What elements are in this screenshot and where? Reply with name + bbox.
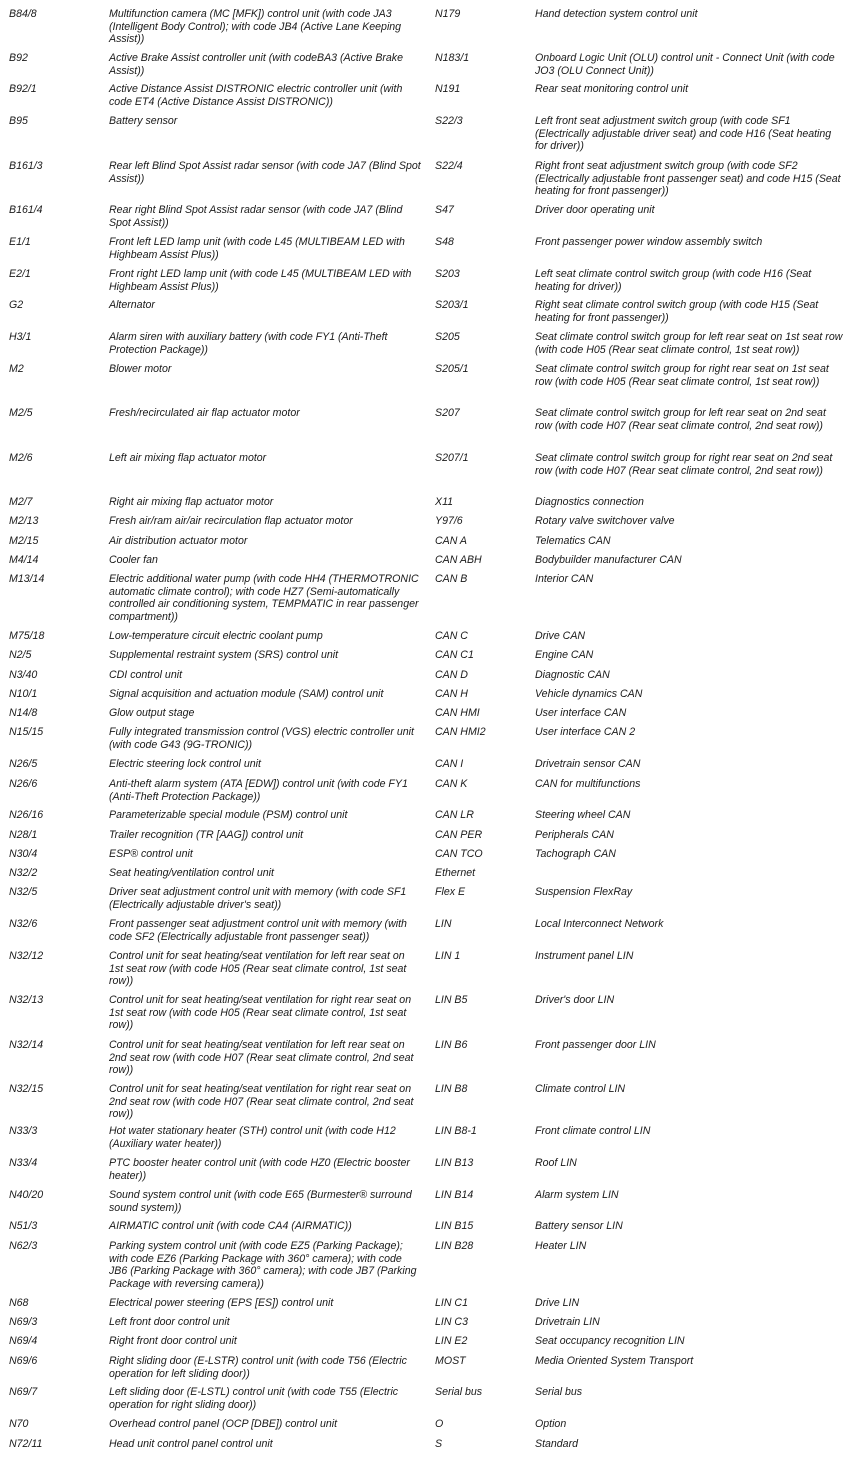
legend-code: N62/3 (9, 1240, 38, 1252)
legend-code: M2/6 (9, 452, 33, 464)
legend-code: E2/1 (9, 268, 31, 280)
legend-description: Standard (535, 1438, 578, 1450)
legend-code: B95 (9, 115, 28, 127)
legend-description: Parking system control unit (with code EZ5 (Parking Package); with code EZ6 (Parking Package with 360° camera); with code JB6 (Parking Package with 360° camera); with code JB7 (Parking Package with reversing camera)) (109, 1240, 417, 1290)
legend-code: S205 (435, 331, 460, 343)
legend-code: N40/20 (9, 1189, 44, 1201)
legend-code: N51/3 (9, 1220, 38, 1232)
legend-description: Blower motor (109, 363, 172, 375)
legend-code: N183/1 (435, 52, 470, 64)
legend-code: Flex E (435, 886, 466, 898)
legend-code: CAN ABH (435, 554, 482, 566)
legend-code: LIN 1 (435, 950, 461, 962)
legend-code: S207 (435, 407, 460, 419)
legend-description: Rotary valve switchover valve (535, 515, 675, 527)
legend-code: S22/4 (435, 160, 463, 172)
legend-description: Rear left Blind Spot Assist radar sensor (with code JA7 (Blind Spot Assist)) (109, 160, 421, 185)
legend-code: CAN D (435, 669, 468, 681)
legend-code: CAN C (435, 630, 468, 642)
legend-code: LIN E2 (435, 1335, 468, 1347)
legend-code: N30/4 (9, 848, 38, 860)
legend-code: LIN B8-1 (435, 1125, 477, 1137)
legend-description: Fresh/recirculated air flap actuator motor (109, 407, 300, 419)
legend-description: Front climate control LIN (535, 1125, 651, 1137)
legend-description: Heater LIN (535, 1240, 587, 1252)
legend-code: N32/14 (9, 1039, 44, 1051)
legend-description: Trailer recognition (TR [AAG]) control unit (109, 829, 304, 841)
legend-code: N32/5 (9, 886, 38, 898)
legend-description: User interface CAN (535, 707, 627, 719)
legend-description: Left air mixing flap actuator motor (109, 452, 267, 464)
legend-code: M13/14 (9, 573, 45, 585)
legend-code: CAN LR (435, 809, 474, 821)
legend-description: Instrument panel LIN (535, 950, 634, 962)
legend-description: Front passenger power window assembly switch (535, 236, 763, 248)
legend-code: S203/1 (435, 299, 469, 311)
legend-description: Electrical power steering (EPS [ES]) control unit (109, 1297, 334, 1309)
legend-code: N26/5 (9, 758, 38, 770)
legend-description: Seat climate control switch group for right rear seat on 2nd seat row (with code H07 (Rear seat climate control, 2nd seat row)) (535, 452, 833, 477)
legend-description: Diagnostic CAN (535, 669, 610, 681)
legend-description: Front right LED lamp unit (with code L45 (MULTIBEAM LED with Highbeam Assist Plus)) (109, 268, 412, 293)
legend-description: Left front seat adjustment switch group (with code SF1 (Electrically adjustable driver seat) and code H16 (Seat heating for driver)) (535, 115, 832, 153)
legend-code: N32/6 (9, 918, 38, 930)
legend-description: Glow output stage (109, 707, 195, 719)
legend-code: N10/1 (9, 688, 38, 700)
legend-description: Control unit for seat heating/seat ventilation for left rear seat on 2nd seat row (with code H07 (Rear seat climate control, 2nd seat row)) (109, 1039, 414, 1077)
legend-code: X11 (435, 496, 454, 508)
legend-code: N69/4 (9, 1335, 38, 1347)
legend-description: PTC booster heater control unit (with code HZ0 (Electric booster heater)) (109, 1157, 410, 1182)
legend-description: Control unit for seat heating/seat ventilation for right rear seat on 1st seat row (with code H05 (Rear seat climate control, 1st seat row)) (109, 994, 412, 1032)
legend-description: ESP® control unit (109, 848, 193, 860)
legend-description: Onboard Logic Unit (OLU) control unit - Connect Unit (with code JO3 (OLU Connect Unit)) (535, 52, 835, 77)
legend-code: N72/11 (9, 1438, 43, 1450)
legend-description: Air distribution actuator motor (109, 535, 248, 547)
legend-description: Overhead control panel (OCP [DBE]) control unit (109, 1418, 338, 1430)
legend-description: Hot water stationary heater (STH) control unit (with code H12 (Auxiliary water heater)) (109, 1125, 396, 1150)
legend-code: Y97/6 (435, 515, 463, 527)
legend-description: Interior CAN (535, 573, 594, 585)
legend-code: H3/1 (9, 331, 32, 343)
legend-code: N191 (435, 83, 461, 95)
legend-code: B161/3 (9, 160, 43, 172)
legend-description: Battery sensor (109, 115, 178, 127)
legend-description: Head unit control panel control unit (109, 1438, 273, 1450)
legend-code: S48 (435, 236, 454, 248)
legend-description: Drive LIN (535, 1297, 580, 1309)
legend-code: N3/40 (9, 669, 38, 681)
legend-code: N32/15 (9, 1083, 44, 1095)
legend-description: Roof LIN (535, 1157, 577, 1169)
legend-code: B161/4 (9, 204, 43, 216)
legend-description: Control unit for seat heating/seat ventilation for left rear seat on 1st seat row (with code H05 (Rear seat climate control, 1st seat row)) (109, 950, 407, 988)
legend-code: N32/2 (9, 867, 38, 879)
legend-description: Driver door operating unit (535, 204, 655, 216)
legend-description: Fully integrated transmission control (VGS) electric controller unit (with code G43 (9G-TRONIC)) (109, 726, 414, 751)
legend-description: Battery sensor LIN (535, 1220, 623, 1232)
legend-description: Right front seat adjustment switch group (with code SF2 (Electrically adjustable front passenger seat) and code H15 (Seat heating for front passenger)) (535, 160, 841, 198)
legend-code: S47 (435, 204, 454, 216)
legend-code: S203 (435, 268, 460, 280)
legend-description: Fresh air/ram air/air recirculation flap actuator motor (109, 515, 353, 527)
legend-description: Signal acquisition and actuation module (SAM) control unit (109, 688, 384, 700)
legend-code: N15/15 (9, 726, 44, 738)
legend-description: Right sliding door (E-LSTR) control unit (with code T56 (Electric operation for left sliding door)) (109, 1355, 407, 1380)
legend-description: Right front door control unit (109, 1335, 237, 1347)
legend-code: LIN (435, 918, 452, 930)
legend-description: Media Oriented System Transport (535, 1355, 694, 1367)
legend-code: M75/18 (9, 630, 45, 642)
legend-description: Serial bus (535, 1386, 583, 1398)
legend-description: Rear seat monitoring control unit (535, 83, 689, 95)
legend-code: CAN PER (435, 829, 483, 841)
legend-description: Alarm siren with auxiliary battery (with code FY1 (Anti-Theft Protection Package)) (109, 331, 388, 356)
legend-code: Ethernet (435, 867, 476, 879)
legend-code: LIN B13 (435, 1157, 474, 1169)
legend-description: Front left LED lamp unit (with code L45 (MULTIBEAM LED with Highbeam Assist Plus)) (109, 236, 405, 261)
legend-description: Drivetrain sensor CAN (535, 758, 641, 770)
legend-description: Suspension FlexRay (535, 886, 633, 898)
legend-code: N70 (9, 1418, 29, 1430)
legend-description: Seat climate control switch group for left rear seat on 2nd seat row (with code H07 (Rear seat climate control, 2nd seat row)) (535, 407, 826, 432)
legend-description: User interface CAN 2 (535, 726, 636, 738)
legend-description: CAN for multifunctions (535, 778, 641, 790)
legend-description: Parameterizable special module (PSM) control unit (109, 809, 348, 821)
legend-description: Vehicle dynamics CAN (535, 688, 643, 700)
legend-description: Active Brake Assist controller unit (with codeBA3 (Active Brake Assist)) (109, 52, 403, 77)
legend-description: Cooler fan (109, 554, 158, 566)
legend-code: CAN TCO (435, 848, 483, 860)
legend-description: Driver's door LIN (535, 994, 615, 1006)
legend-code: LIN C3 (435, 1316, 468, 1328)
legend-code: S22/3 (435, 115, 463, 127)
legend-description: Right seat climate control switch group (with code H15 (Seat heating for front passenger)) (535, 299, 819, 324)
legend-description: Climate control LIN (535, 1083, 626, 1095)
legend-description: Tachograph CAN (535, 848, 616, 860)
legend-description: CDI control unit (109, 669, 183, 681)
legend-description: Engine CAN (535, 649, 594, 661)
legend-description: Multifunction camera (MC [MFK]) control unit (with code JA3 (Intelligent Body Control); with code JB4 (Active Lane Keeping Assist)) (109, 8, 402, 46)
legend-description: Peripherals CAN (535, 829, 614, 841)
legend-code: N14/8 (9, 707, 38, 719)
legend-code: N32/12 (9, 950, 44, 962)
legend-code: Serial bus (435, 1386, 483, 1398)
legend-code: CAN K (435, 778, 468, 790)
legend-description: Driver seat adjustment control unit with memory (with code SF1 (Electrically adjustable driver's seat)) (109, 886, 407, 911)
legend-description: Electric additional water pump (with code HH4 (THERMOTRONIC automatic climate control); with code HZ7 (Semi-automatically controlled air conditioning system, TEMPMATIC in rear passenger compartment)) (109, 573, 419, 623)
legend-description: Drive CAN (535, 630, 586, 642)
legend-code: B92 (9, 52, 28, 64)
legend-description: Seat climate control switch group for right rear seat on 1st seat row (with code H05 (Rear seat climate control, 1st seat row)) (535, 363, 829, 388)
legend-code: CAN B (435, 573, 468, 585)
legend-description: Sound system control unit (with code E65 (Burmester® surround sound system)) (109, 1189, 412, 1214)
legend-code: N26/16 (9, 809, 44, 821)
legend-code: N69/7 (9, 1386, 38, 1398)
legend-code: CAN C1 (435, 649, 474, 661)
legend-code: N69/6 (9, 1355, 38, 1367)
legend-code: N68 (9, 1297, 29, 1309)
legend-description: Rear right Blind Spot Assist radar sensor (with code JA7 (Blind Spot Assist)) (109, 204, 403, 229)
legend-code: LIN B6 (435, 1039, 468, 1051)
legend-code: G2 (9, 299, 24, 311)
legend-code: B92/1 (9, 83, 37, 95)
legend-description: Option (535, 1418, 567, 1430)
legend-code: S205/1 (435, 363, 469, 375)
legend-code: M2/5 (9, 407, 33, 419)
legend-code: S (435, 1438, 443, 1450)
legend-code: N69/3 (9, 1316, 38, 1328)
legend-code: M2/7 (9, 496, 33, 508)
legend-code: CAN A (435, 535, 467, 547)
legend-description: Anti-theft alarm system (ATA [EDW]) control unit (with code FY1 (Anti-Theft Protection Package)) (109, 778, 408, 803)
legend-code: CAN I (435, 758, 464, 770)
legend-description: Hand detection system control unit (535, 8, 698, 20)
legend-code: N179 (435, 8, 461, 20)
legend-code: O (435, 1418, 444, 1430)
legend-code: LIN B8 (435, 1083, 468, 1095)
legend-code: N2/5 (9, 649, 32, 661)
legend-description: Steering wheel CAN (535, 809, 631, 821)
legend-code: LIN B14 (435, 1189, 474, 1201)
legend-description: Local Interconnect Network (535, 918, 664, 930)
legend-description: Control unit for seat heating/seat ventilation for right rear seat on 2nd seat row (with code H07 (Rear seat climate control, 2nd seat row)) (109, 1083, 414, 1121)
legend-description: Telematics CAN (535, 535, 611, 547)
legend-code: S207/1 (435, 452, 469, 464)
legend-description: Alternator (109, 299, 155, 311)
legend-code: N32/13 (9, 994, 44, 1006)
legend-description: AIRMATIC control unit (with code CA4 (AIRMATIC)) (109, 1220, 352, 1232)
legend-description: Supplemental restraint system (SRS) control unit (109, 649, 339, 661)
legend-code: N33/4 (9, 1157, 38, 1169)
legend-description: Right air mixing flap actuator motor (109, 496, 274, 508)
legend-code: N28/1 (9, 829, 38, 841)
legend-code: LIN B28 (435, 1240, 474, 1252)
legend-description: Diagnostics connection (535, 496, 644, 508)
legend-description: Active Distance Assist DISTRONIC electric controller unit (with code ET4 (Active Distance Assist DISTRONIC)) (109, 83, 403, 108)
legend-description: Left sliding door (E-LSTL) control unit (with code T55 (Electric operation for right sliding door)) (109, 1386, 399, 1411)
legend-code: MOST (435, 1355, 466, 1367)
legend-description: Drivetrain LIN (535, 1316, 600, 1328)
legend-description: Left seat climate control switch group (with code H16 (Seat heating for driver)) (535, 268, 812, 293)
legend-code: CAN HMI2 (435, 726, 486, 738)
legend-code: N33/3 (9, 1125, 38, 1137)
legend-description: Seat occupancy recognition LIN (535, 1335, 685, 1347)
legend-description: Front passenger seat adjustment control unit with memory (with code SF2 (Electrically adjustable front passenger seat)) (109, 918, 407, 943)
legend-code: B84/8 (9, 8, 37, 20)
legend-description: Left front door control unit (109, 1316, 230, 1328)
legend-code: M2/15 (9, 535, 39, 547)
legend-code: LIN B15 (435, 1220, 474, 1232)
legend-code: CAN H (435, 688, 468, 700)
legend-code: M2 (9, 363, 24, 375)
legend-code: E1/1 (9, 236, 31, 248)
legend-code: M4/14 (9, 554, 39, 566)
legend-description: Bodybuilder manufacturer CAN (535, 554, 682, 566)
legend-description: Front passenger door LIN (535, 1039, 656, 1051)
legend-description: Electric steering lock control unit (109, 758, 261, 770)
legend-code: CAN HMI (435, 707, 480, 719)
legend-code: N26/6 (9, 778, 38, 790)
legend-code: LIN C1 (435, 1297, 468, 1309)
legend-code: M2/13 (9, 515, 39, 527)
legend-code: LIN B5 (435, 994, 468, 1006)
legend-description: Low-temperature circuit electric coolant pump (109, 630, 323, 642)
legend-description: Alarm system LIN (535, 1189, 619, 1201)
legend-description: Seat climate control switch group for left rear seat on 1st seat row (with code H05 (Rear seat climate control, 1st seat row)) (535, 331, 843, 356)
legend-description: Seat heating/ventilation control unit (109, 867, 274, 879)
